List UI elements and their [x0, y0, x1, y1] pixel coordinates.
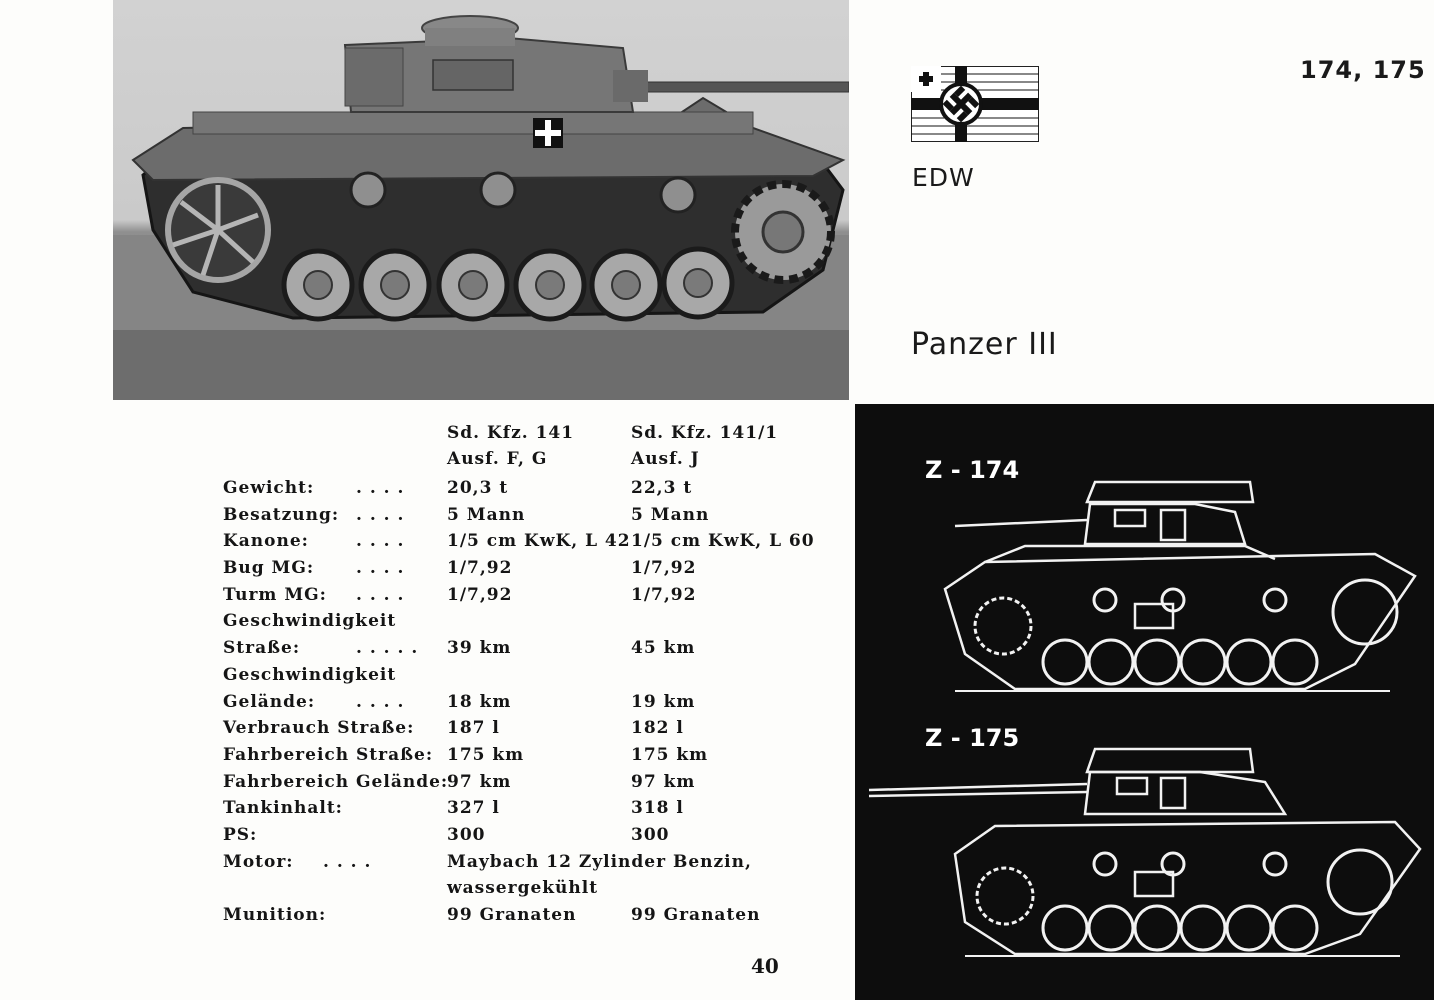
- spec-leader-dots: . . . .: [356, 691, 405, 712]
- spec-value-1: wassergekühlt: [447, 878, 599, 899]
- spec-value-1: 187 l: [447, 718, 500, 739]
- tank-photo: [113, 0, 849, 400]
- spec-value-1: 39 km: [447, 638, 512, 659]
- spec-label: Fahrbereich Gelände:: [223, 771, 449, 792]
- spec-label: Geschwindigkeit: [223, 664, 397, 685]
- spec-row: [223, 825, 833, 852]
- spec-value-1: 1/7,92: [447, 584, 513, 605]
- spec-row: [223, 852, 833, 879]
- spec-row: [223, 772, 833, 799]
- war-ensign-flag-icon: [911, 66, 1039, 142]
- spec-value-2: 175 km: [631, 744, 709, 765]
- z174-label: Z - 174: [925, 456, 1020, 484]
- column-heading-2-line-2: Ausf. J: [631, 449, 700, 469]
- spec-label: PS:: [223, 824, 258, 845]
- spec-value-2: 182 l: [631, 718, 684, 739]
- spec-leader-dots: . . . .: [356, 584, 405, 605]
- spec-label: Geschwindigkeit: [223, 611, 397, 632]
- spec-leader-dots: . . . . .: [356, 638, 419, 659]
- z174-wheels: [975, 580, 1397, 684]
- spec-value-2: 1/7,92: [631, 584, 697, 605]
- spec-leader-dots: . . . .: [356, 531, 405, 552]
- spec-row: [223, 611, 833, 638]
- spec-value-1: 1/7,92: [447, 558, 513, 579]
- spec-row: [223, 638, 833, 665]
- spec-label: Turm MG:: [223, 584, 327, 605]
- spec-value-1: 20,3 t: [447, 478, 509, 498]
- page-numbers: 174, 175: [1300, 56, 1426, 84]
- spec-leader-dots: . . . .: [356, 504, 405, 525]
- spec-row: [223, 745, 833, 772]
- spec-label: Tankinhalt:: [223, 798, 343, 819]
- spec-value-1: 99 Granaten: [447, 905, 577, 925]
- spec-value-2: 45 km: [631, 638, 696, 659]
- spec-value-2: 300: [631, 824, 670, 845]
- spec-value-2: 5 Mann: [631, 504, 710, 525]
- column-heading-1: [447, 420, 574, 472]
- spec-label: Verbrauch Straße:: [223, 718, 415, 739]
- spec-value-1: 327 l: [447, 798, 500, 819]
- z175-wheels: [977, 850, 1392, 950]
- column-heading-1-line-1: Sd. Kfz. 141: [447, 423, 575, 443]
- spec-row: [223, 692, 833, 719]
- tank-photo-illustration: [113, 0, 849, 400]
- spec-row: [223, 878, 833, 905]
- spec-row: [223, 718, 833, 745]
- spec-row: [223, 585, 833, 612]
- column-heading-1-line-2: Ausf. F, G: [447, 449, 548, 469]
- column-heading-2: [631, 420, 778, 472]
- recognition-silhouettes: [855, 404, 1434, 1000]
- spec-table: [223, 478, 833, 932]
- spec-value-1: 300: [447, 824, 486, 845]
- spec-row: [223, 798, 833, 825]
- spec-value-2: 1/7,92: [631, 558, 697, 579]
- spec-value-2: 19 km: [631, 691, 696, 712]
- spec-label: Straße:: [223, 638, 301, 659]
- spec-value-1: 5 Mann: [447, 504, 526, 525]
- spec-label: Gewicht:: [223, 478, 315, 498]
- spec-value-1: Maybach 12 Zylinder Benzin,: [447, 851, 752, 872]
- spec-row: [223, 665, 833, 692]
- spec-leader-dots: . . . .: [323, 851, 372, 872]
- spec-row: [223, 531, 833, 558]
- spec-leader-dots: . . . .: [356, 558, 405, 579]
- spec-value-1: 1/5 cm KwK, L 42: [447, 531, 631, 552]
- spec-row: [223, 558, 833, 585]
- spec-label: Fahrbereich Straße:: [223, 744, 434, 765]
- country-code: EDW: [912, 163, 975, 192]
- spec-value-2: 318 l: [631, 798, 684, 819]
- tank-name: Panzer III: [911, 327, 1058, 362]
- spec-value-1: 97 km: [447, 771, 512, 792]
- spec-label: Gelände:: [223, 691, 316, 712]
- spec-value-2: 22,3 t: [631, 478, 693, 498]
- spec-value-2: 99 Granaten: [631, 905, 761, 925]
- spec-row: [223, 505, 833, 532]
- recognition-drawings-panel: [855, 404, 1434, 1000]
- spec-value-1: 175 km: [447, 744, 525, 765]
- spec-value-1: 18 km: [447, 691, 512, 712]
- z175-label: Z - 175: [925, 724, 1020, 752]
- page-number: 40: [751, 954, 779, 978]
- spec-label: Besatzung:: [223, 504, 340, 525]
- column-heading-2-line-1: Sd. Kfz. 141/1: [631, 423, 779, 443]
- z175-silhouette: [869, 749, 1420, 954]
- spec-label: Bug MG:: [223, 558, 315, 579]
- spec-row: [223, 905, 833, 932]
- spec-label: Kanone:: [223, 531, 309, 552]
- spec-label: Motor:: [223, 851, 294, 872]
- spec-leader-dots: . . . .: [356, 478, 405, 498]
- spec-row: [223, 478, 833, 505]
- spec-value-2: 97 km: [631, 771, 696, 792]
- spec-value-2: 1/5 cm KwK, L 60: [631, 531, 815, 552]
- spec-label: Munition:: [223, 905, 327, 925]
